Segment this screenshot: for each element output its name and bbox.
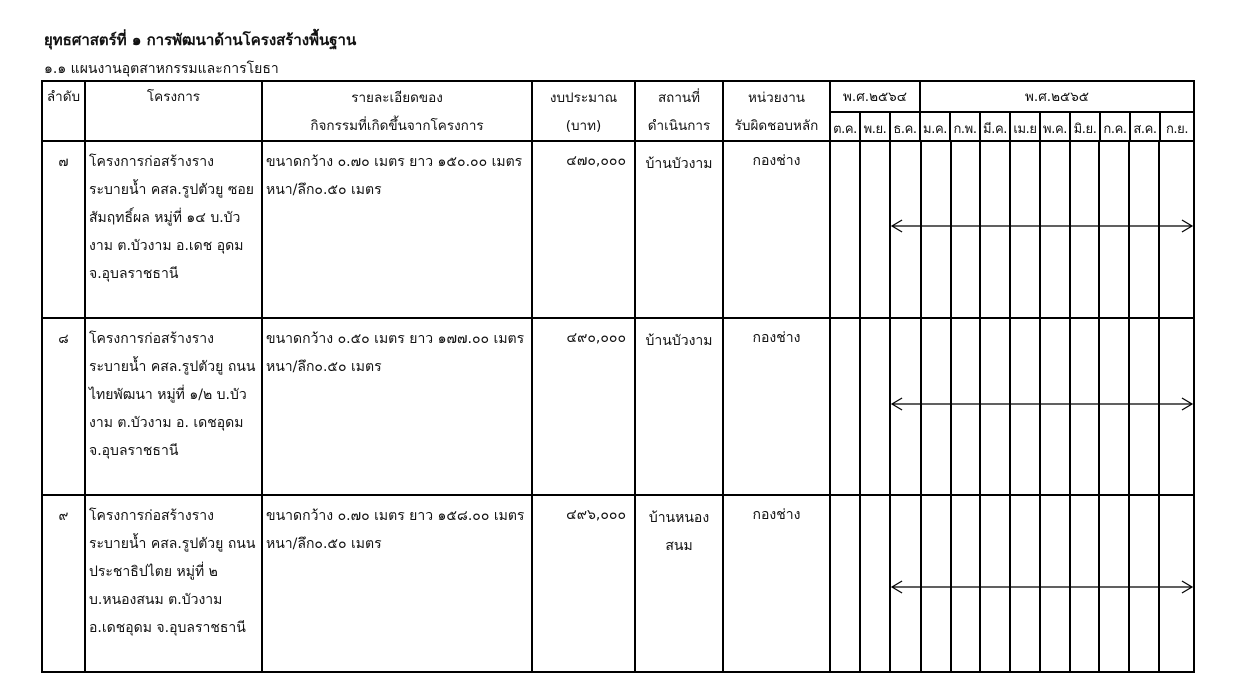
header-detail: [262, 81, 532, 141]
header-detail-line1: รายละเอียดของ: [351, 90, 443, 106]
header-budget-line1: งบประมาณ: [549, 90, 618, 106]
header-budget: [532, 81, 635, 141]
header-project: โครงการ: [85, 81, 262, 141]
month-cell: [830, 495, 860, 672]
project-place: บ้านบัวงาม: [635, 141, 723, 318]
row-number: ๗: [42, 141, 85, 318]
project-detail: ขนาดกว้าง ๐.๗๐ เมตร ยาว ๑๕๐.๐๐ เมตร หนา/ลึก๐.๕๐ เมตร: [262, 141, 532, 318]
project-name: โครงการก่อสร้างราง ระบายน้ำ คสล.รูปตัวยู ซอยสัมฤทธิ์ผล หมู่ที่ ๑๔ บ.บัวงาม ต.บัวงาม อ.เดช อุดม จ.อุบลราชธานี: [85, 141, 262, 318]
month-header: พ.ค.: [1040, 112, 1070, 141]
header-place: [635, 81, 723, 141]
project-budget: ๔๙๖,๐๐๐: [532, 495, 635, 672]
plan-subheading: ๑.๑ แผนงานอุตสาหกรรมและการโยธา: [44, 61, 279, 77]
table-row: [42, 495, 1194, 672]
header-budget-line2: (บาท): [565, 118, 602, 134]
table-row: [42, 141, 1194, 318]
header-no: ลำดับ: [42, 81, 85, 141]
project-unit: กองช่าง: [723, 318, 830, 495]
month-header: ต.ค.: [830, 112, 860, 141]
project-place: บ้านบัวงาม: [635, 318, 723, 495]
header-place-line1: สถานที่: [657, 90, 701, 106]
project-detail: ขนาดกว้าง ๐.๗๐ เมตร ยาว ๑๕๘.๐๐ เมตร หนา/ลึก๐.๕๐ เมตร: [262, 495, 532, 672]
table-row: [42, 318, 1194, 495]
month-header: ม.ค.: [920, 112, 950, 141]
month-header: ก.พ.: [950, 112, 980, 141]
header-unit: [723, 81, 830, 141]
month-cell: [860, 318, 890, 495]
header-year-2564: พ.ศ.๒๕๖๔: [830, 81, 920, 112]
schedule-span: [890, 318, 1194, 495]
header-place-line2: ดำเนินการ: [647, 118, 711, 134]
month-header: ธ.ค.: [890, 112, 920, 141]
row-number: ๙: [42, 495, 85, 672]
month-cell: [860, 495, 890, 672]
month-header: มี.ค.: [980, 112, 1010, 141]
month-cell: [860, 141, 890, 318]
schedule-span: [890, 141, 1194, 318]
month-header: มิ.ย.: [1070, 112, 1100, 141]
project-detail: ขนาดกว้าง ๐.๕๐ เมตร ยาว ๑๗๗.๐๐ เมตร หนา/ลึก๐.๕๐ เมตร: [262, 318, 532, 495]
month-header: ก.ย.: [1160, 112, 1194, 141]
month-grid: [891, 496, 1193, 673]
month-header: ก.ค.: [1100, 112, 1130, 141]
strategy-heading: ยุทธศาสตร์ที่ ๑ การพัฒนาด้านโครงสร้างพื้นฐาน: [44, 31, 357, 49]
project-name: โครงการก่อสร้างราง ระบายน้ำ คสล.รูปตัวยู ถนนประชาธิปไตย หมู่ที่ ๒ บ.หนองสนม ต.บัวงาม อ.เดชอุดม จ.อุบลราชธานี: [85, 495, 262, 672]
project-unit: กองช่าง: [723, 495, 830, 672]
project-plan-table: [41, 80, 1195, 673]
month-cell: [830, 318, 860, 495]
header-unit-line2: รับผิดชอบหลัก: [734, 118, 819, 134]
month-grid: [891, 142, 1193, 319]
schedule-span: [890, 495, 1194, 672]
month-cell: [830, 141, 860, 318]
header-unit-line1: หน่วยงาน: [747, 90, 806, 106]
project-unit: กองช่าง: [723, 141, 830, 318]
month-grid: [891, 319, 1193, 496]
header-year-2565: พ.ศ.๒๕๖๕: [920, 81, 1194, 112]
row-number: ๘: [42, 318, 85, 495]
month-header: ส.ค.: [1130, 112, 1160, 141]
header-detail-line2: กิจกรรมที่เกิดขึ้นจากโครงการ: [310, 118, 484, 134]
month-header: พ.ย.: [860, 112, 890, 141]
project-budget: ๔๗๐,๐๐๐: [532, 141, 635, 318]
project-name: โครงการก่อสร้างราง ระบายน้ำ คสล.รูปตัวยู ถนนไทยพัฒนา หมู่ที่ ๑/๒ บ.บัวงาม ต.บัวงาม อ. เดชอุดม จ.อุบลราชธานี: [85, 318, 262, 495]
month-header: เม.ย: [1010, 112, 1040, 141]
project-budget: ๔๙๐,๐๐๐: [532, 318, 635, 495]
project-place: บ้านหนอง สนม: [635, 495, 723, 672]
